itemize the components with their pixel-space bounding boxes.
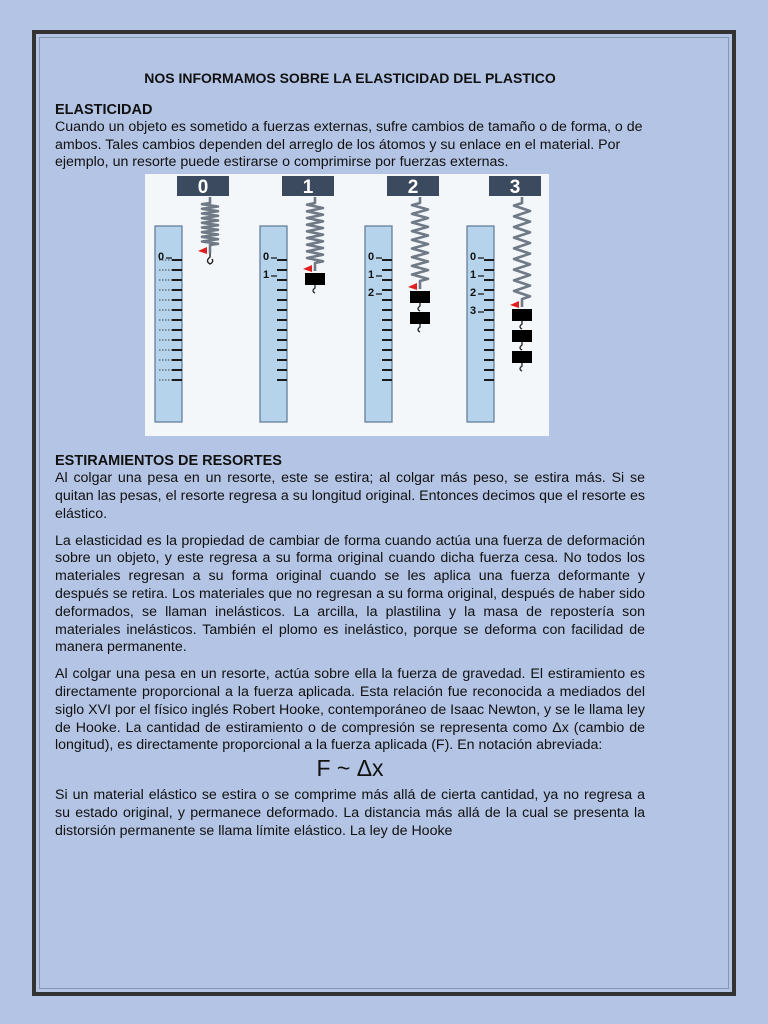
paragraph-2: La elasticidad es la propiedad de cambiar de forma cuando actúa una fuerza de deformación sobre un objeto, y este regresa a su forma original cuando dicha fuerza cesa. No todos los materiales regresan a su forma original cuando se les aplica una fuerza deformante y después se retira. Los materiales que no regresan a su forma original, después de haber sido deformados, se llaman inelásticos. La arcilla, la plastilina y la masa de repostería son materiales inelásticos. También el plomo es inelástico, porque se deforma con facilidad de manera permanente. [55, 532, 645, 656]
springs-figure [145, 174, 549, 436]
weight-block [305, 273, 325, 285]
pointer-flag [510, 301, 519, 308]
paragraph-1: Al colgar una pesa en un resorte, este se estira; al colgar más peso, se estira más. Si se quitan las pesas, el resorte regresa a su longitud original. Entonces decimos que el resorte es elástico. [55, 470, 645, 522]
spring [514, 197, 530, 307]
weight-hook [418, 324, 420, 332]
weight-hook [520, 363, 522, 371]
pointer-flag [198, 247, 207, 254]
panel-label: 0 [197, 177, 209, 199]
hooke-formula: F ~ Δx [316, 755, 384, 782]
scale-label: 0 [368, 251, 375, 264]
weight-block [512, 309, 532, 321]
heading-estiramientos: ESTIRAMIENTOS DE RESORTES [55, 453, 282, 470]
springs-illustration [145, 174, 549, 436]
document-title: NOS INFORMAMOS SOBRE LA ELASTICIDAD DEL PLASTICO [144, 70, 556, 86]
weight-hook [418, 303, 420, 311]
pointer-flag [408, 283, 417, 290]
scale-label: 1 [470, 269, 477, 282]
scale-label: 0 [470, 251, 477, 264]
scale-label: 0 [263, 251, 270, 264]
paragraph-elasticidad: Cuando un objeto es sometido a fuerzas externas, sufre cambios de tamaño o de forma, o de ambos. Tales cambios dependen del arreglo de los átomos y su enlace en el material. Por ejemplo, un resorte puede estirarse o comprimirse por fuerzas externas. [55, 118, 643, 171]
paragraph-3: Al colgar una pesa en un resorte, actúa sobre ella la fuerza de gravedad. El estiramiento es directamente proporcional a la fuerza aplicada. Esta relación fue reconocida a mediados del siglo XVI por el físico inglés Robert Hooke, contemporáneo de Isaac Newton, y se le llama ley de Hooke. La cantidad de estiramiento o de compresión se representa como Δx (cambio de longitud), es directamente proporcional a la fuerza aplicada (F). En notación abreviada: [55, 666, 645, 754]
weight-block [410, 312, 430, 324]
spring [307, 197, 323, 271]
hook [208, 253, 213, 264]
scale-label: 1 [368, 269, 375, 282]
weight-hook [520, 321, 522, 329]
weight-block [410, 291, 430, 303]
panel-label: 2 [407, 177, 419, 199]
scale-label: 0 [158, 251, 165, 264]
spring [412, 197, 428, 289]
scale-label: 2 [368, 287, 375, 300]
scale-label: 3 [470, 305, 477, 318]
document-content [55, 70, 645, 850]
paragraph-4: Si un material elástico se estira o se comprime más allá de cierta cantidad, ya no regresa a su estado original, y permanece deformado. La distancia más allá de la cual se presenta la distorsión permanente se llama límite elástico. La ley de Hooke [55, 787, 645, 839]
weight-hook [520, 342, 522, 350]
spring [202, 197, 218, 253]
weight-block [512, 330, 532, 342]
heading-elasticidad: ELASTICIDAD [55, 101, 153, 118]
panel-label: 3 [509, 177, 521, 199]
panel-label: 1 [302, 177, 314, 199]
scale-label: 1 [263, 269, 270, 282]
weight-hook [313, 285, 315, 293]
scale-label: 2 [470, 287, 477, 300]
weight-block [512, 351, 532, 363]
pointer-flag [303, 265, 312, 272]
